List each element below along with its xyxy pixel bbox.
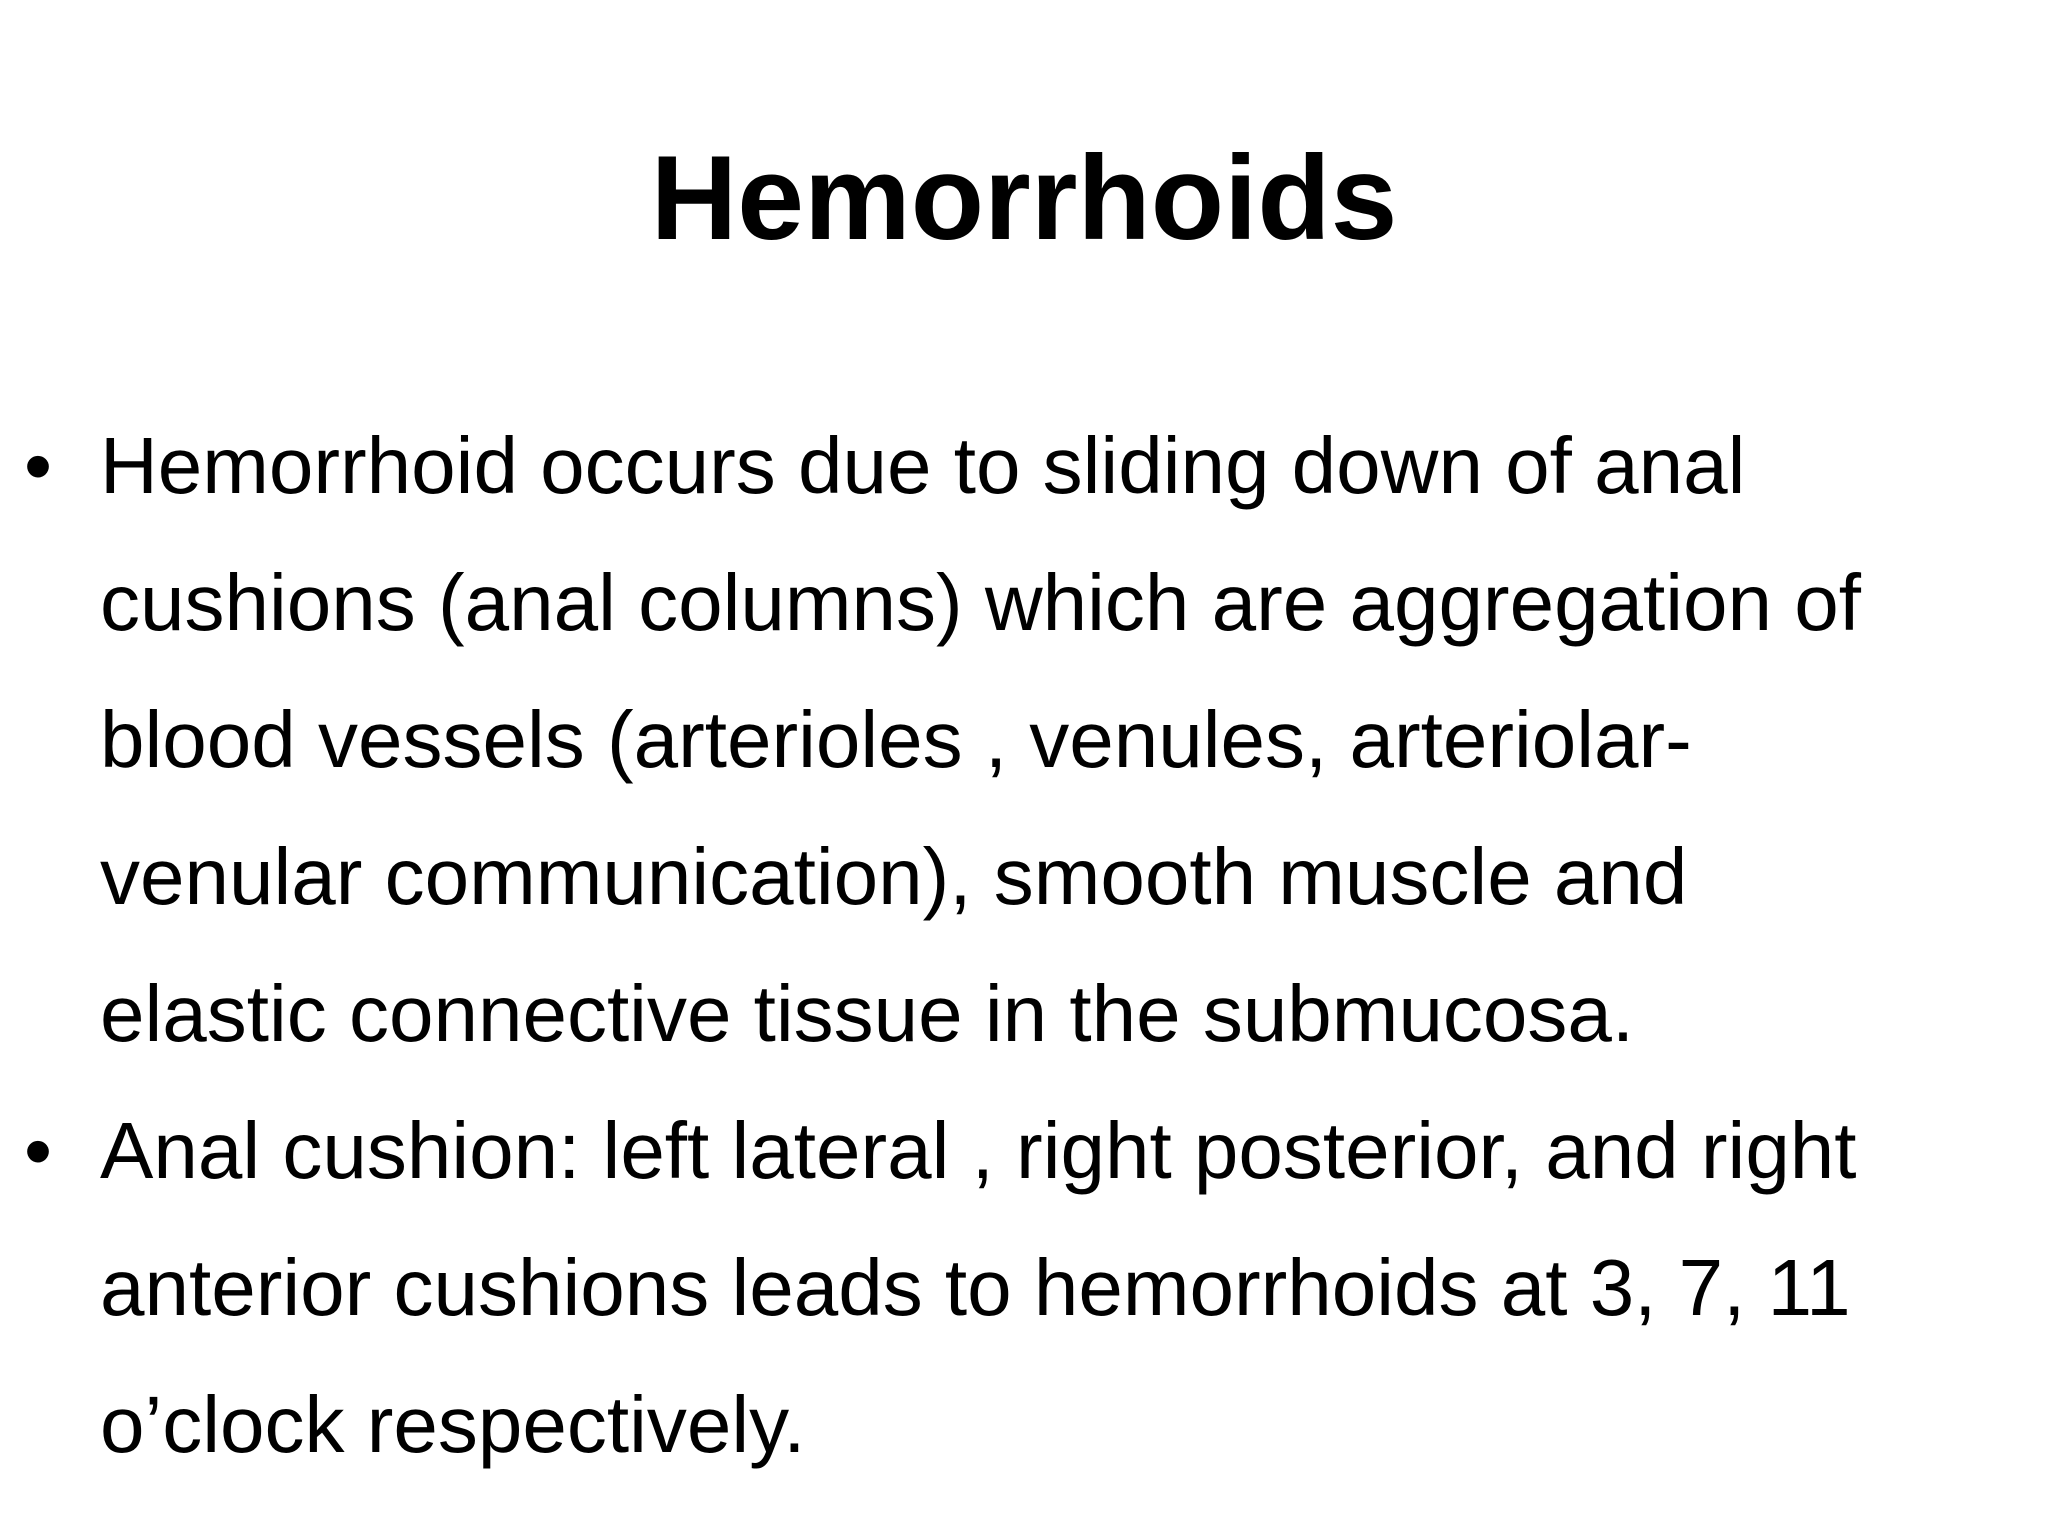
bullet-text-line: Anal cushion: left lateral , right posterior, and right — [100, 1106, 1857, 1195]
slide-title: Hemorrhoids — [650, 131, 1398, 265]
bullet-text-line: cushions (anal columns) which are aggregation of — [100, 558, 1861, 647]
bullet-text-line: o’clock respectively. — [100, 1380, 806, 1469]
bullet-text-line: Hemorrhoid occurs due to sliding down of anal — [100, 421, 1746, 510]
bullet-item — [0, 397, 2020, 1082]
bullet-icon: • — [24, 1106, 53, 1195]
bullet-icon: • — [24, 421, 53, 510]
bullet-text-line: blood vessels (arterioles , venules, arteriolar- — [100, 695, 1692, 784]
bullet-item — [0, 1082, 2020, 1493]
bullet-text-line: venular communication), smooth muscle and — [100, 832, 1688, 921]
bullet-list — [0, 397, 2048, 1493]
bullet-text-line: anterior cushions leads to hemorrhoids at 3, 7, 11 — [100, 1243, 1851, 1332]
bullet-text-line: elastic connective tissue in the submucosa. — [100, 969, 1635, 1058]
